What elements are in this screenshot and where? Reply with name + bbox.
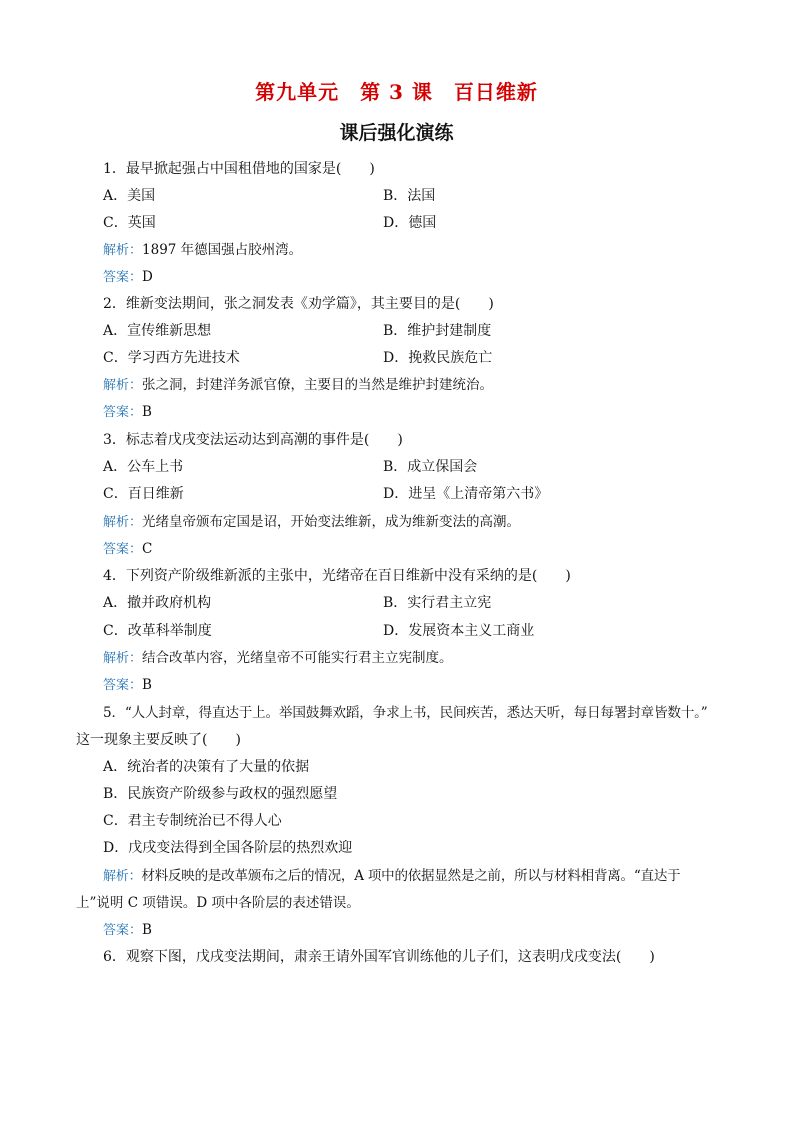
analysis-text: 材料反映的是改革颁布之后的情况，A 项中的依据显然是之前，所以与材料相背离。“直达于	[141, 868, 681, 884]
answer-label: 答案：	[103, 405, 143, 420]
answer-label: 答案：	[103, 923, 143, 938]
analysis-text: 1897 年德国强占胶州湾。	[142, 242, 303, 258]
question-4-option-c: C．改革科举制度	[103, 623, 212, 639]
question-3-option-b: B．成立保国会	[383, 459, 478, 475]
question-4-analysis	[103, 649, 453, 668]
question-5-answer	[103, 921, 152, 940]
question-1-stem: 1．最早掀起强占中国租借地的国家是( )	[103, 161, 375, 177]
question-1-option-c: C．英国	[103, 215, 156, 231]
question-3-option-a: A．公车上书	[103, 459, 184, 475]
analysis-label: 解析：	[103, 243, 143, 258]
question-4-option-d: D．发展资本主义工商业	[383, 623, 535, 639]
answer-text: B	[142, 677, 152, 693]
question-3-option-d: D．进呈《上清帝第六书》	[383, 486, 549, 502]
question-6-stem: 6．观察下图，戊戌变法期间，肃亲王请外国军官训练他的儿子们，这表明戊戌变法( )	[103, 949, 655, 965]
answer-text: B	[142, 922, 152, 938]
question-5-analysis-line-1	[103, 867, 680, 886]
question-5-option-d: D．戊戌变法得到全国各阶层的热烈欢迎	[103, 840, 353, 856]
question-1-option-b: B．法国	[383, 188, 436, 204]
analysis-label: 解析：	[103, 651, 143, 666]
analysis-label: 解析：	[103, 515, 143, 530]
question-2-option-b: B．维护封建制度	[383, 323, 492, 339]
answer-text: C	[142, 541, 153, 557]
question-4-option-a: A．撤并政府机构	[103, 595, 212, 611]
question-3-analysis	[103, 513, 520, 532]
question-2-option-c: C．学习西方先进技术	[103, 350, 240, 366]
question-2-stem: 2．维新变法期间，张之洞发表《劝学篇》，其主要目的是( )	[103, 296, 494, 312]
question-5-option-b: B．民族资产阶级参与政权的强烈愿望	[103, 786, 338, 802]
question-2-analysis	[103, 376, 493, 395]
question-2-option-a: A．宣传维新思想	[103, 323, 212, 339]
question-1-option-d: D．德国	[383, 215, 437, 231]
question-3-option-c: C．百日维新	[103, 486, 184, 502]
question-2-option-d: D．挽救民族危亡	[383, 350, 493, 366]
answer-label: 答案：	[103, 270, 143, 285]
question-5-option-c: C．君主专制统治已不得人心	[103, 813, 282, 829]
question-4-option-b: B．实行君主立宪	[383, 595, 492, 611]
question-1-answer	[103, 268, 153, 287]
analysis-text: 光绪皇帝颁布定国是诏，开始变法维新，成为维新变法的高潮。	[142, 514, 521, 530]
question-5-option-a: A．统治者的决策有了大量的依据	[103, 759, 310, 775]
page-title: 第九单元 第 3 课 百日维新	[255, 80, 538, 104]
answer-text: B	[142, 404, 152, 420]
question-5-analysis-line-2: 上”说明 C 项错误。D 项中各阶层的表述错误。	[76, 895, 360, 911]
analysis-label: 解析：	[103, 869, 142, 884]
answer-label: 答案：	[103, 678, 143, 693]
question-3-stem: 3．标志着戊戌变法运动达到高潮的事件是( )	[103, 432, 403, 448]
analysis-text: 张之洞，封建洋务派官僚，主要目的当然是维护封建统治。	[142, 377, 494, 393]
analysis-text: 结合改革内容，光绪皇帝不可能实行君主立宪制度。	[142, 650, 453, 666]
question-5-stem-line-2: 这一现象主要反映了( )	[76, 732, 241, 748]
question-5-stem-line-1: 5．“人人封章，得直达于上。举国鼓舞欢蹈，争求上书，民间疾苦，悉达天听，每日每署封章皆数十。”	[103, 705, 708, 721]
question-1-option-a: A．美国	[103, 188, 156, 204]
analysis-label: 解析：	[103, 378, 143, 393]
question-1-analysis	[103, 241, 302, 260]
answer-label: 答案：	[103, 542, 143, 557]
question-4-answer	[103, 676, 152, 695]
question-2-answer	[103, 403, 152, 422]
question-3-answer	[103, 540, 152, 559]
answer-text: D	[142, 269, 153, 285]
question-4-stem: 4．下列资产阶级维新派的主张中，光绪帝在百日维新中没有采纳的是( )	[103, 568, 571, 584]
page-subtitle: 课后强化演练	[339, 122, 454, 144]
